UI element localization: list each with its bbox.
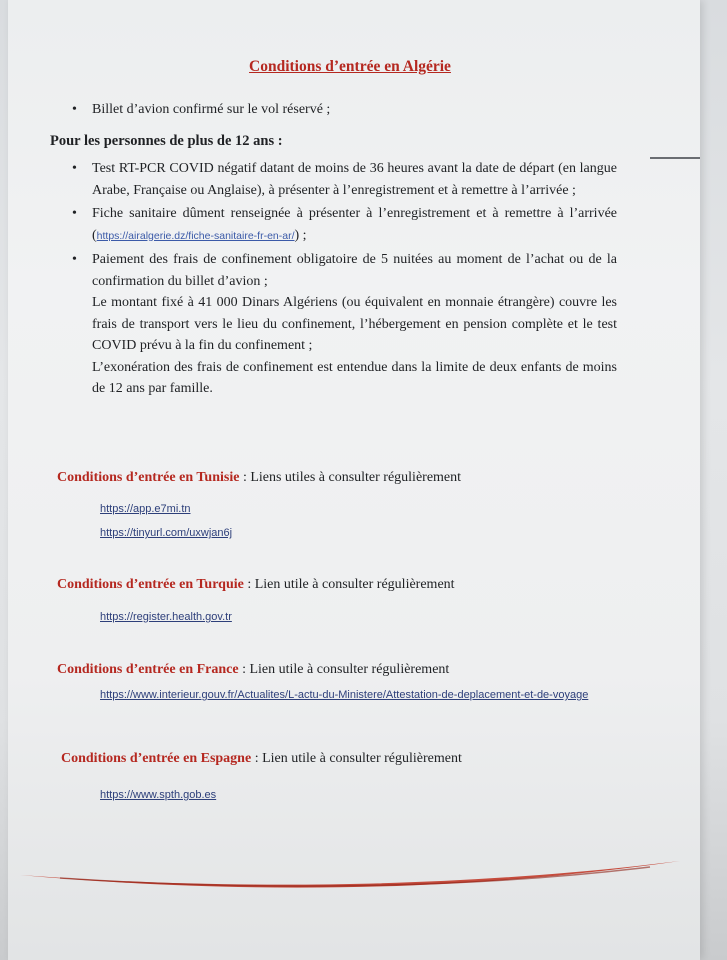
requirement-fiche: • Fiche sanitaire dûment renseignée à présenter à l’enregistrement et à remettre à l’arrivée (https://airalgerie.dz/fiche-sanitaire-fr-en-ar/) ; bbox=[72, 203, 617, 247]
link-tunisie-1[interactable]: https://app.e7mi.tn bbox=[100, 503, 191, 515]
age-heading: Pour les personnes de plus de 12 ans : bbox=[50, 133, 283, 149]
link-turquie-1[interactable]: https://register.health.gov.tr bbox=[100, 611, 232, 623]
ticket-bullet: • Billet d’avion confirmé sur le vol réservé ; bbox=[72, 102, 330, 118]
requirement-pcr: • Test RT-PCR COVID négatif datant de moins de 36 heures avant la date de départ (en langue Arabe, Française ou Anglaise), à présenter à l’enregistrement et à remettre à l’arrivée ; bbox=[72, 158, 617, 201]
section-espagne: Conditions d’entrée en Espagne : Lien utile à consulter régulièrement bbox=[61, 751, 462, 766]
link-tunisie-2[interactable]: https://tinyurl.com/uxwjan6j bbox=[100, 527, 233, 539]
link-france-1[interactable]: https://www.interieur.gouv.fr/Actualites/L-actu-du-Ministere/Attestation-de-deplacement-et-de-voyage bbox=[100, 689, 589, 701]
link-espagne-1[interactable]: https://www.spth.gob.es bbox=[100, 789, 217, 801]
links-france bbox=[100, 687, 620, 704]
fiche-link[interactable]: https://airalgerie.dz/fiche-sanitaire-fr-en-ar/ bbox=[96, 229, 295, 242]
decorative-swoosh bbox=[0, 845, 727, 905]
section-turquie: Conditions d’entrée en Turquie : Lien utile à consulter régulièrement bbox=[57, 577, 455, 592]
ticket-list bbox=[72, 102, 330, 118]
edge-line bbox=[650, 157, 700, 159]
requirements-list bbox=[72, 158, 617, 402]
section-france: Conditions d’entrée en France : Lien utile à consulter régulièrement bbox=[57, 662, 450, 677]
requirement-confinement: • Paiement des frais de confinement obligatoire de 5 nuitées au moment de l’achat ou de la confirmation du billet d’avion ; Le montant fixé à 41 000 Dinars Algériens (ou équivalent en monnaie étrangère) couvre les frais de transport vers le lieu du confinement, l’hébergement en pension complète et le test COVID prévu à la fin du confinement ; L’exonération des frais de confinement est entendue dans la limite de deux enfants de moins de 12 ans par famille. bbox=[72, 249, 617, 400]
confinement-amount: Le montant fixé à 41 000 Dinars Algériens (ou équivalent en monnaie étrangère) couvre les frais de transport vers le lieu du confinement, l’hébergement en pension complète et le test COVID prévu à la fin du confinement ; bbox=[92, 295, 617, 353]
links-turquie bbox=[100, 607, 640, 627]
links-tunisie bbox=[100, 499, 640, 543]
links-espagne bbox=[100, 785, 640, 805]
document-title: Conditions d’entrée en Algérie bbox=[249, 58, 451, 75]
confinement-exemption: L’exonération des frais de confinement est entendue dans la limite de deux enfants de moins de 12 ans par famille. bbox=[92, 359, 617, 396]
section-tunisie: Conditions d’entrée en Tunisie : Liens utiles à consulter régulièrement bbox=[57, 470, 462, 485]
